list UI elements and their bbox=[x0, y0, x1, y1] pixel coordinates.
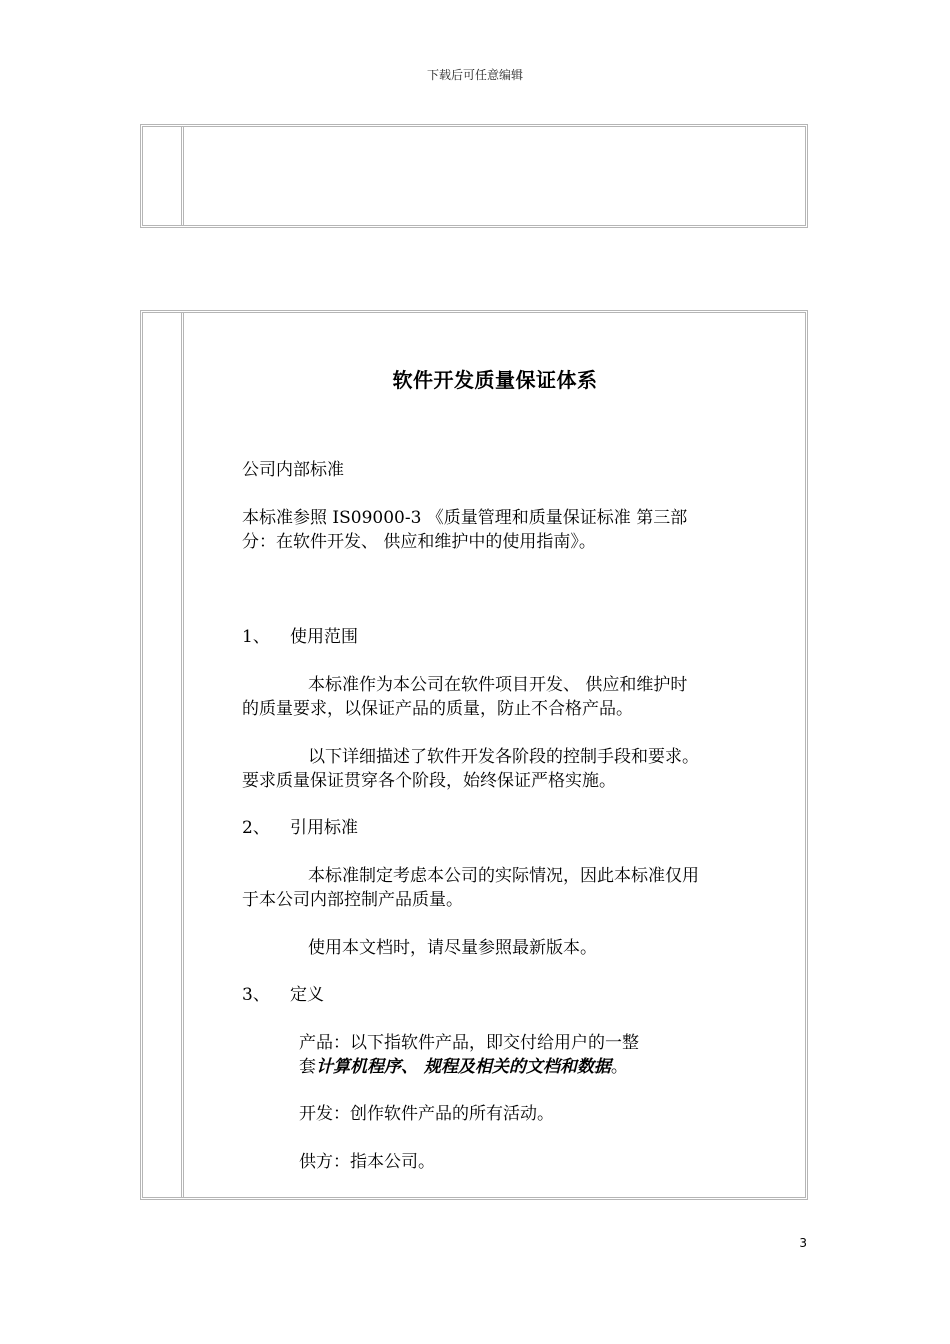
section-1-paragraph-2 bbox=[242, 745, 762, 793]
section-title: 引用标准 bbox=[290, 818, 358, 838]
section-1-heading bbox=[242, 625, 762, 649]
paragraph-line: 以下详细描述了软件开发各阶段的控制手段和要求。 bbox=[308, 747, 699, 767]
subtitle: 公司内部标准 bbox=[242, 460, 344, 480]
definition-supplier: 供方：指本公司。 bbox=[299, 1152, 435, 1172]
product-prefix: 套 bbox=[299, 1057, 316, 1077]
paragraph-line: 要求质量保证贯穿各个阶段，始终保证严格实施。 bbox=[242, 771, 616, 791]
section-3-heading bbox=[242, 983, 762, 1007]
section-2-heading bbox=[242, 816, 762, 840]
paragraph-line: 本标准制定考虑本公司的实际情况，因此本标准仅用 bbox=[308, 866, 699, 886]
definition-develop: 开发：创作软件产品的所有活动。 bbox=[299, 1104, 554, 1124]
section-1-paragraph-1 bbox=[242, 673, 762, 721]
section-number: 1、 bbox=[242, 627, 270, 647]
paragraph-line: 的质量要求，以保证产品的质量，防止不合格产品。 bbox=[242, 699, 633, 719]
product-suffix: 。 bbox=[610, 1057, 628, 1077]
section-2-paragraph-2 bbox=[242, 936, 762, 960]
paragraph-line: 本标准作为本公司在软件项目开发、 供应和维护时 bbox=[308, 675, 688, 695]
section-number: 3、 bbox=[242, 985, 270, 1005]
section-title: 使用范围 bbox=[290, 627, 358, 647]
page-number: 3 bbox=[799, 1236, 807, 1250]
paragraph-line: 产品：以下指软件产品，即交付给用户的一整 bbox=[299, 1033, 639, 1053]
frame-inner-rule bbox=[181, 313, 184, 1197]
frame-inner-rule bbox=[181, 127, 184, 225]
paragraph-line: 使用本文档时，请尽量参照最新版本。 bbox=[308, 938, 597, 958]
reference-line-1: 本标准参照 IS09000-3 《质量管理和质量保证标准 第三部 bbox=[242, 508, 688, 528]
definition-product bbox=[299, 1031, 819, 1079]
section-2-paragraph-1 bbox=[242, 864, 762, 912]
reference-line-2: 分：在软件开发、 供应和维护中的使用指南》。 bbox=[242, 532, 596, 552]
top-frame-box bbox=[140, 124, 808, 228]
product-emphasis: 计算机程序、 规程及相关的文档和数据 bbox=[316, 1057, 611, 1077]
header-note: 下载后可任意编辑 bbox=[426, 68, 523, 82]
paragraph-line: 于本公司内部控制产品质量。 bbox=[242, 890, 463, 910]
section-number: 2、 bbox=[242, 818, 270, 838]
section-title: 定义 bbox=[290, 985, 324, 1005]
document-title: 软件开发质量保证体系 bbox=[392, 368, 598, 392]
reference-paragraph bbox=[242, 506, 762, 554]
